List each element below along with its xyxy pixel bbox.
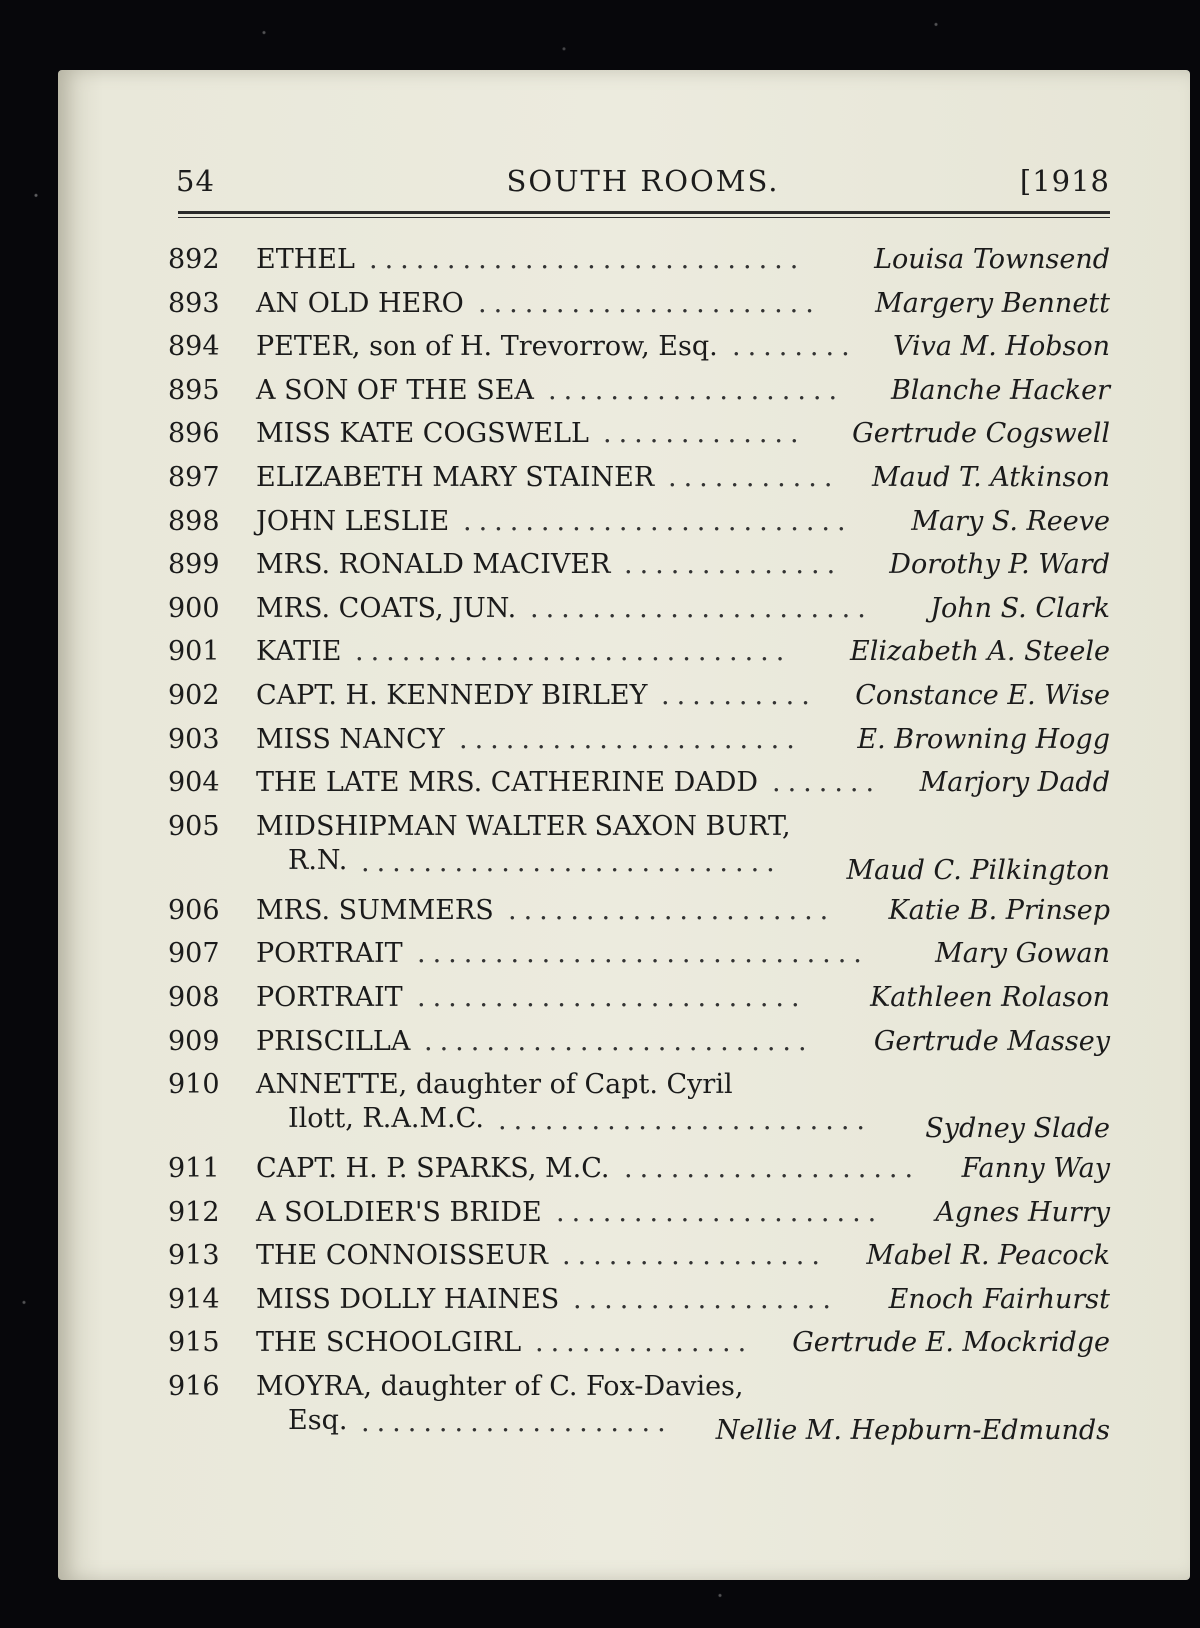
dot-leader: ...................... bbox=[459, 723, 802, 755]
dot-leader: ...................... bbox=[530, 592, 873, 624]
catalogue-entry bbox=[160, 587, 1110, 631]
entry-title: PORTRAIT bbox=[256, 981, 403, 1013]
entry-artist: Mabel R. Peacock bbox=[866, 1240, 1110, 1272]
dot-leader: ............................ bbox=[355, 636, 792, 668]
entry-title: PETER, son of H. Trevorrow, Esq. bbox=[256, 331, 718, 363]
entry-title: AN OLD HERO bbox=[256, 287, 464, 319]
catalogue-entry bbox=[160, 889, 1110, 933]
catalogue-entry bbox=[160, 1063, 1110, 1147]
dot-leader: ......................... bbox=[424, 1025, 814, 1057]
section-title: SOUTH ROOMS. bbox=[506, 164, 780, 198]
entry-number: 902 bbox=[168, 679, 220, 711]
catalogue-entry bbox=[160, 718, 1110, 762]
entry-number: 893 bbox=[168, 287, 220, 319]
entry-number: 892 bbox=[168, 244, 220, 275]
entry-title-continuation: Esq. bbox=[288, 1405, 348, 1437]
entry-number: 914 bbox=[168, 1283, 220, 1315]
page-number: 54 bbox=[176, 164, 215, 198]
catalogue-entry bbox=[160, 1365, 1110, 1449]
catalogue-entry bbox=[160, 805, 1110, 889]
entry-title: JOHN LESLIE bbox=[256, 505, 450, 537]
entry-title: PRISCILLA bbox=[256, 1025, 411, 1057]
catalogue-entry bbox=[160, 412, 1110, 456]
entry-title: MRS. RONALD MACIVER bbox=[256, 549, 611, 581]
dot-leader: ...................... bbox=[478, 287, 821, 319]
entry-artist: Agnes Hurry bbox=[935, 1196, 1110, 1228]
entry-title: ELIZABETH MARY STAINER bbox=[256, 461, 655, 493]
entry-number: 915 bbox=[168, 1327, 220, 1359]
catalogue-entry bbox=[160, 761, 1110, 805]
entry-artist: Elizabeth A. Steele bbox=[850, 636, 1110, 668]
dot-leader: ....... bbox=[772, 767, 882, 799]
catalogue-entry bbox=[160, 543, 1110, 587]
entry-title: THE LATE MRS. CATHERINE DADD bbox=[256, 767, 759, 799]
year-label: [1918 bbox=[1019, 164, 1110, 198]
entry-artist: Enoch Fairhurst bbox=[888, 1283, 1110, 1315]
entry-number: 901 bbox=[168, 636, 220, 668]
entry-number: 895 bbox=[168, 374, 220, 406]
entry-title: THE SCHOOLGIRL bbox=[256, 1327, 522, 1359]
entry-artist: Katie B. Prinsep bbox=[888, 894, 1110, 926]
dot-leader: ........... bbox=[668, 461, 840, 493]
entry-list bbox=[160, 238, 1110, 1449]
entry-number: 911 bbox=[168, 1153, 220, 1185]
catalogue-entry bbox=[160, 456, 1110, 500]
entry-number: 898 bbox=[168, 505, 220, 537]
catalogue-entry bbox=[160, 1234, 1110, 1278]
dot-leader: .......... bbox=[661, 679, 817, 711]
entry-number: 897 bbox=[168, 461, 220, 493]
entry-title: A SOLDIER'S BRIDE bbox=[256, 1196, 542, 1228]
entry-title: A SON OF THE SEA bbox=[256, 374, 534, 406]
catalogue-entry bbox=[160, 976, 1110, 1020]
entry-number: 910 bbox=[168, 1069, 220, 1101]
entry-number: 894 bbox=[168, 331, 220, 363]
catalogue-entry bbox=[160, 1020, 1110, 1064]
catalogue-entry bbox=[160, 500, 1110, 544]
entry-number: 907 bbox=[168, 938, 220, 970]
catalogue-entry bbox=[160, 282, 1110, 326]
entry-number: 905 bbox=[168, 810, 220, 842]
entry-artist: John S. Clark bbox=[930, 592, 1110, 624]
entry-artist: Marjory Dadd bbox=[919, 767, 1110, 799]
entry-artist: Gertrude Massey bbox=[873, 1025, 1110, 1057]
dot-leader: .................... bbox=[361, 1407, 673, 1439]
entry-title: KATIE bbox=[256, 636, 342, 668]
catalogue-entry bbox=[160, 1147, 1110, 1191]
dot-leader: .............. bbox=[535, 1327, 754, 1359]
dot-leader: ..................... bbox=[556, 1196, 884, 1228]
catalogue-entry bbox=[160, 1278, 1110, 1322]
entry-number: 908 bbox=[168, 981, 220, 1013]
entry-title: CAPT. H. P. SPARKS, M.C. bbox=[256, 1153, 610, 1185]
catalogue-entry bbox=[160, 238, 1110, 282]
entry-artist: Gertrude Cogswell bbox=[852, 418, 1110, 450]
entry-number: 903 bbox=[168, 723, 220, 755]
entry-artist: Maud C. Pilkington bbox=[846, 854, 1110, 886]
entry-title: MOYRA, daughter of C. Fox-Davies, bbox=[256, 1371, 744, 1403]
entry-artist: Margery Bennett bbox=[875, 287, 1110, 319]
dot-leader: ................... bbox=[624, 1153, 921, 1185]
entry-title: MIDSHIPMAN WALTER SAXON BURT, bbox=[256, 810, 791, 842]
entry-title: MRS. COATS, JUN. bbox=[256, 592, 517, 624]
entry-title: MISS KATE COGSWELL bbox=[256, 418, 589, 450]
entry-title: ETHEL bbox=[256, 244, 355, 275]
entry-title: PORTRAIT bbox=[256, 938, 403, 970]
entry-title: MRS. SUMMERS bbox=[256, 894, 494, 926]
entry-artist: Fanny Way bbox=[961, 1153, 1110, 1185]
entry-artist: Dorothy P. Ward bbox=[889, 549, 1110, 581]
entry-number: 912 bbox=[168, 1196, 220, 1228]
dot-leader: .............. bbox=[624, 549, 843, 581]
entry-artist: Louisa Townsend bbox=[874, 244, 1110, 275]
dot-leader: ............................. bbox=[417, 938, 869, 970]
entry-artist: Nellie M. Hepburn-Edmunds bbox=[715, 1415, 1110, 1447]
catalogue-entry bbox=[160, 932, 1110, 976]
entry-artist: E. Browning Hogg bbox=[857, 723, 1110, 755]
header-rule-thick bbox=[178, 211, 1110, 214]
header-rule-thin bbox=[178, 217, 1110, 218]
dot-leader: ........ bbox=[732, 331, 857, 363]
entry-title: ANNETTE, daughter of Capt. Cyril bbox=[256, 1069, 733, 1101]
entry-artist: Sydney Slade bbox=[925, 1113, 1110, 1145]
catalogue-entry bbox=[160, 325, 1110, 369]
entry-number: 916 bbox=[168, 1371, 220, 1403]
entry-title-continuation: Ilott, R.A.M.C. bbox=[288, 1103, 484, 1135]
dot-leader: ............................ bbox=[369, 244, 806, 275]
catalogue-entry bbox=[160, 1321, 1110, 1365]
entry-artist: Mary Gowan bbox=[935, 938, 1110, 970]
entry-title: THE CONNOISSEUR bbox=[256, 1240, 549, 1272]
dot-leader: ................... bbox=[548, 374, 845, 406]
catalogue-entry bbox=[160, 674, 1110, 718]
entry-number: 909 bbox=[168, 1025, 220, 1057]
entry-number: 904 bbox=[168, 767, 220, 799]
dot-leader: ................. bbox=[562, 1240, 827, 1272]
dot-leader: ................. bbox=[573, 1283, 838, 1315]
entry-number: 899 bbox=[168, 549, 220, 581]
dot-leader: ........................... bbox=[361, 846, 782, 878]
entry-artist: Mary S. Reeve bbox=[911, 505, 1110, 537]
entry-number: 896 bbox=[168, 418, 220, 450]
entry-artist: Gertrude E. Mockridge bbox=[792, 1327, 1110, 1359]
catalogue-entry bbox=[160, 369, 1110, 413]
dot-leader: ......................... bbox=[417, 981, 807, 1013]
entry-artist: Kathleen Rolason bbox=[870, 981, 1110, 1013]
entry-number: 913 bbox=[168, 1240, 220, 1272]
dot-leader: ........................ bbox=[498, 1105, 872, 1137]
entry-artist: Constance E. Wise bbox=[855, 679, 1110, 711]
dot-leader: ..................... bbox=[508, 894, 836, 926]
catalogue-entry bbox=[160, 1191, 1110, 1235]
catalogue-entry bbox=[160, 630, 1110, 674]
entry-number: 906 bbox=[168, 894, 220, 926]
entry-artist: Blanche Hacker bbox=[890, 374, 1110, 406]
entry-artist: Viva M. Hobson bbox=[893, 331, 1110, 363]
entry-title: MISS NANCY bbox=[256, 723, 445, 755]
dot-leader: ......................... bbox=[463, 505, 853, 537]
entry-title-continuation: R.N. bbox=[288, 844, 348, 876]
page-header bbox=[176, 164, 1110, 204]
entry-artist: Maud T. Atkinson bbox=[872, 461, 1110, 493]
entry-title: CAPT. H. KENNEDY BIRLEY bbox=[256, 679, 648, 711]
entry-number: 900 bbox=[168, 592, 220, 624]
dot-leader: ............. bbox=[603, 418, 806, 450]
entry-title: MISS DOLLY HAINES bbox=[256, 1283, 560, 1315]
